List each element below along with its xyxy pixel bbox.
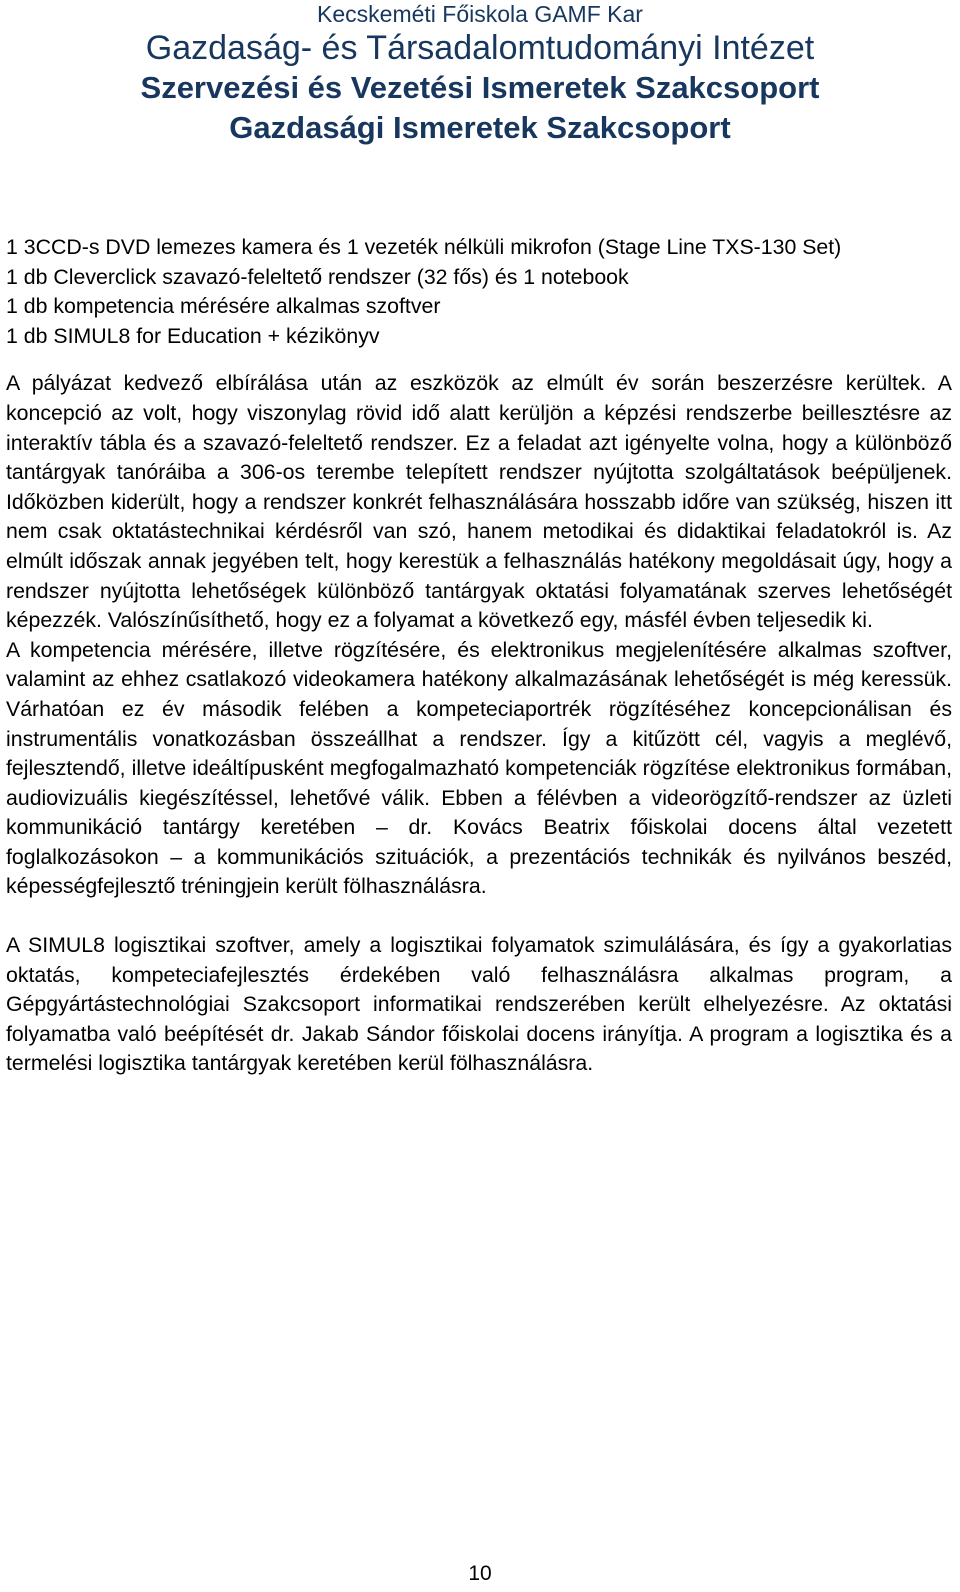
- group-name-1: Szervezési és Vezetési Ismeretek Szakcsoport: [140, 70, 820, 105]
- document-body: [6, 233, 952, 1079]
- equipment-list: [6, 233, 952, 351]
- equipment-item: 1 db SIMUL8 for Education + kézikönyv: [6, 323, 380, 348]
- group-name-2: Gazdasági Ismeretek Szakcsoport: [229, 110, 731, 145]
- department-name: Gazdaság- és Társadalomtudományi Intézet: [145, 29, 815, 67]
- spacer: [6, 351, 952, 369]
- document-header: [0, 0, 960, 148]
- paragraph-competency-software: A kompetencia mérésére, illetve rögzítésére, és elektronikus megjelenítésére alkalmas szoftver, valamint az ehhez csatlakozó videokamera hatékony alkalmazásának lehetőségét is még keressük. Várhatóan ez év második felében a kompeteciaportrék rögzítéséhez koncepcionálisan és instrumentális vonatkozásban összeállhat a rendszer. Így a kitűzött cél, vagyis a meglévő, fejlesztendő, illetve ideáltípusként megfogalmazható kompetenciák rögzítése elektronikus formában, audiovizuális kiegészítéssel, lehetővé válik. Ebben a félévben a videorögzítő-rendszer az üzleti kommunikáció tantárgy keretében – dr. Kovács Beatrix főiskolai docens által vezetett foglalkozásokon – a kommunikációs szituációk, a prezentációs technikák és nyilvános beszéd, képességfejlesztő tréningjein került fölhasználásra.: [6, 637, 952, 899]
- paragraph-implementation: A pályázat kedvező elbírálása után az eszközök az elmúlt év során beszerzésre kerültek. A koncepció az volt, hogy viszonylag rövid idő alatt kerüljön a képzési rendszerbe beillesztésre az interaktív tábla és a szavazó-feleltető rendszer. Ez a feladat azt igényelte volna, hogy a különböző tantárgyak tanóráiba a 306-os terembe telepített rendszer nyújtotta szolgáltatások beépüljenek. Időközben kiderült, hogy a rendszer konkrét felhasználására hosszabb időre van szükség, hiszen itt nem csak oktatástechnikai kérdésről van szó, hanem metodikai és didaktikai feladatokról is. Az elmúlt időszak annak jegyében telt, hogy kerestük a felhasználás hatékony megoldásait úgy, hogy a rendszer nyújtotta lehetőségek különböző tantárgyak oktatási folyamatának szerves lehetőségét képezzék. Valószínűsíthető, hogy ez a folyamat a következő egy, másfél évben teljesedik ki.: [6, 371, 952, 633]
- page-number: 10: [468, 1562, 492, 1585]
- paragraph-simul8: A SIMUL8 logisztikai szoftver, amely a logisztikai folyamatok szimulálására, és így a gyakorlatias oktatás, kompeteciafejlesztés érdekében való felhasználásra alkalmas program, a Gépgyártástechnológiai Szakcsoport informatikai rendszerében került elhelyezésre. Az oktatási folyamatba való beépítését dr. Jakab Sándor főiskolai docens irányítja. A program a logisztika és a termelési logisztika tantárgyak keretében kerül fölhasználásra.: [6, 933, 952, 1076]
- equipment-item: 1 db Cleverclick szavazó-feleltető rendszer (32 fős) és 1 notebook: [6, 264, 629, 289]
- institution-name: Kecskeméti Főiskola GAMF Kar: [317, 1, 643, 27]
- equipment-item: 1 db kompetencia mérésére alkalmas szoftver: [6, 294, 441, 319]
- spacer: [6, 902, 952, 931]
- equipment-item: 1 3CCD-s DVD lemezes kamera és 1 vezeték nélküli mikrofon (Stage Line TXS-130 Set): [6, 235, 842, 259]
